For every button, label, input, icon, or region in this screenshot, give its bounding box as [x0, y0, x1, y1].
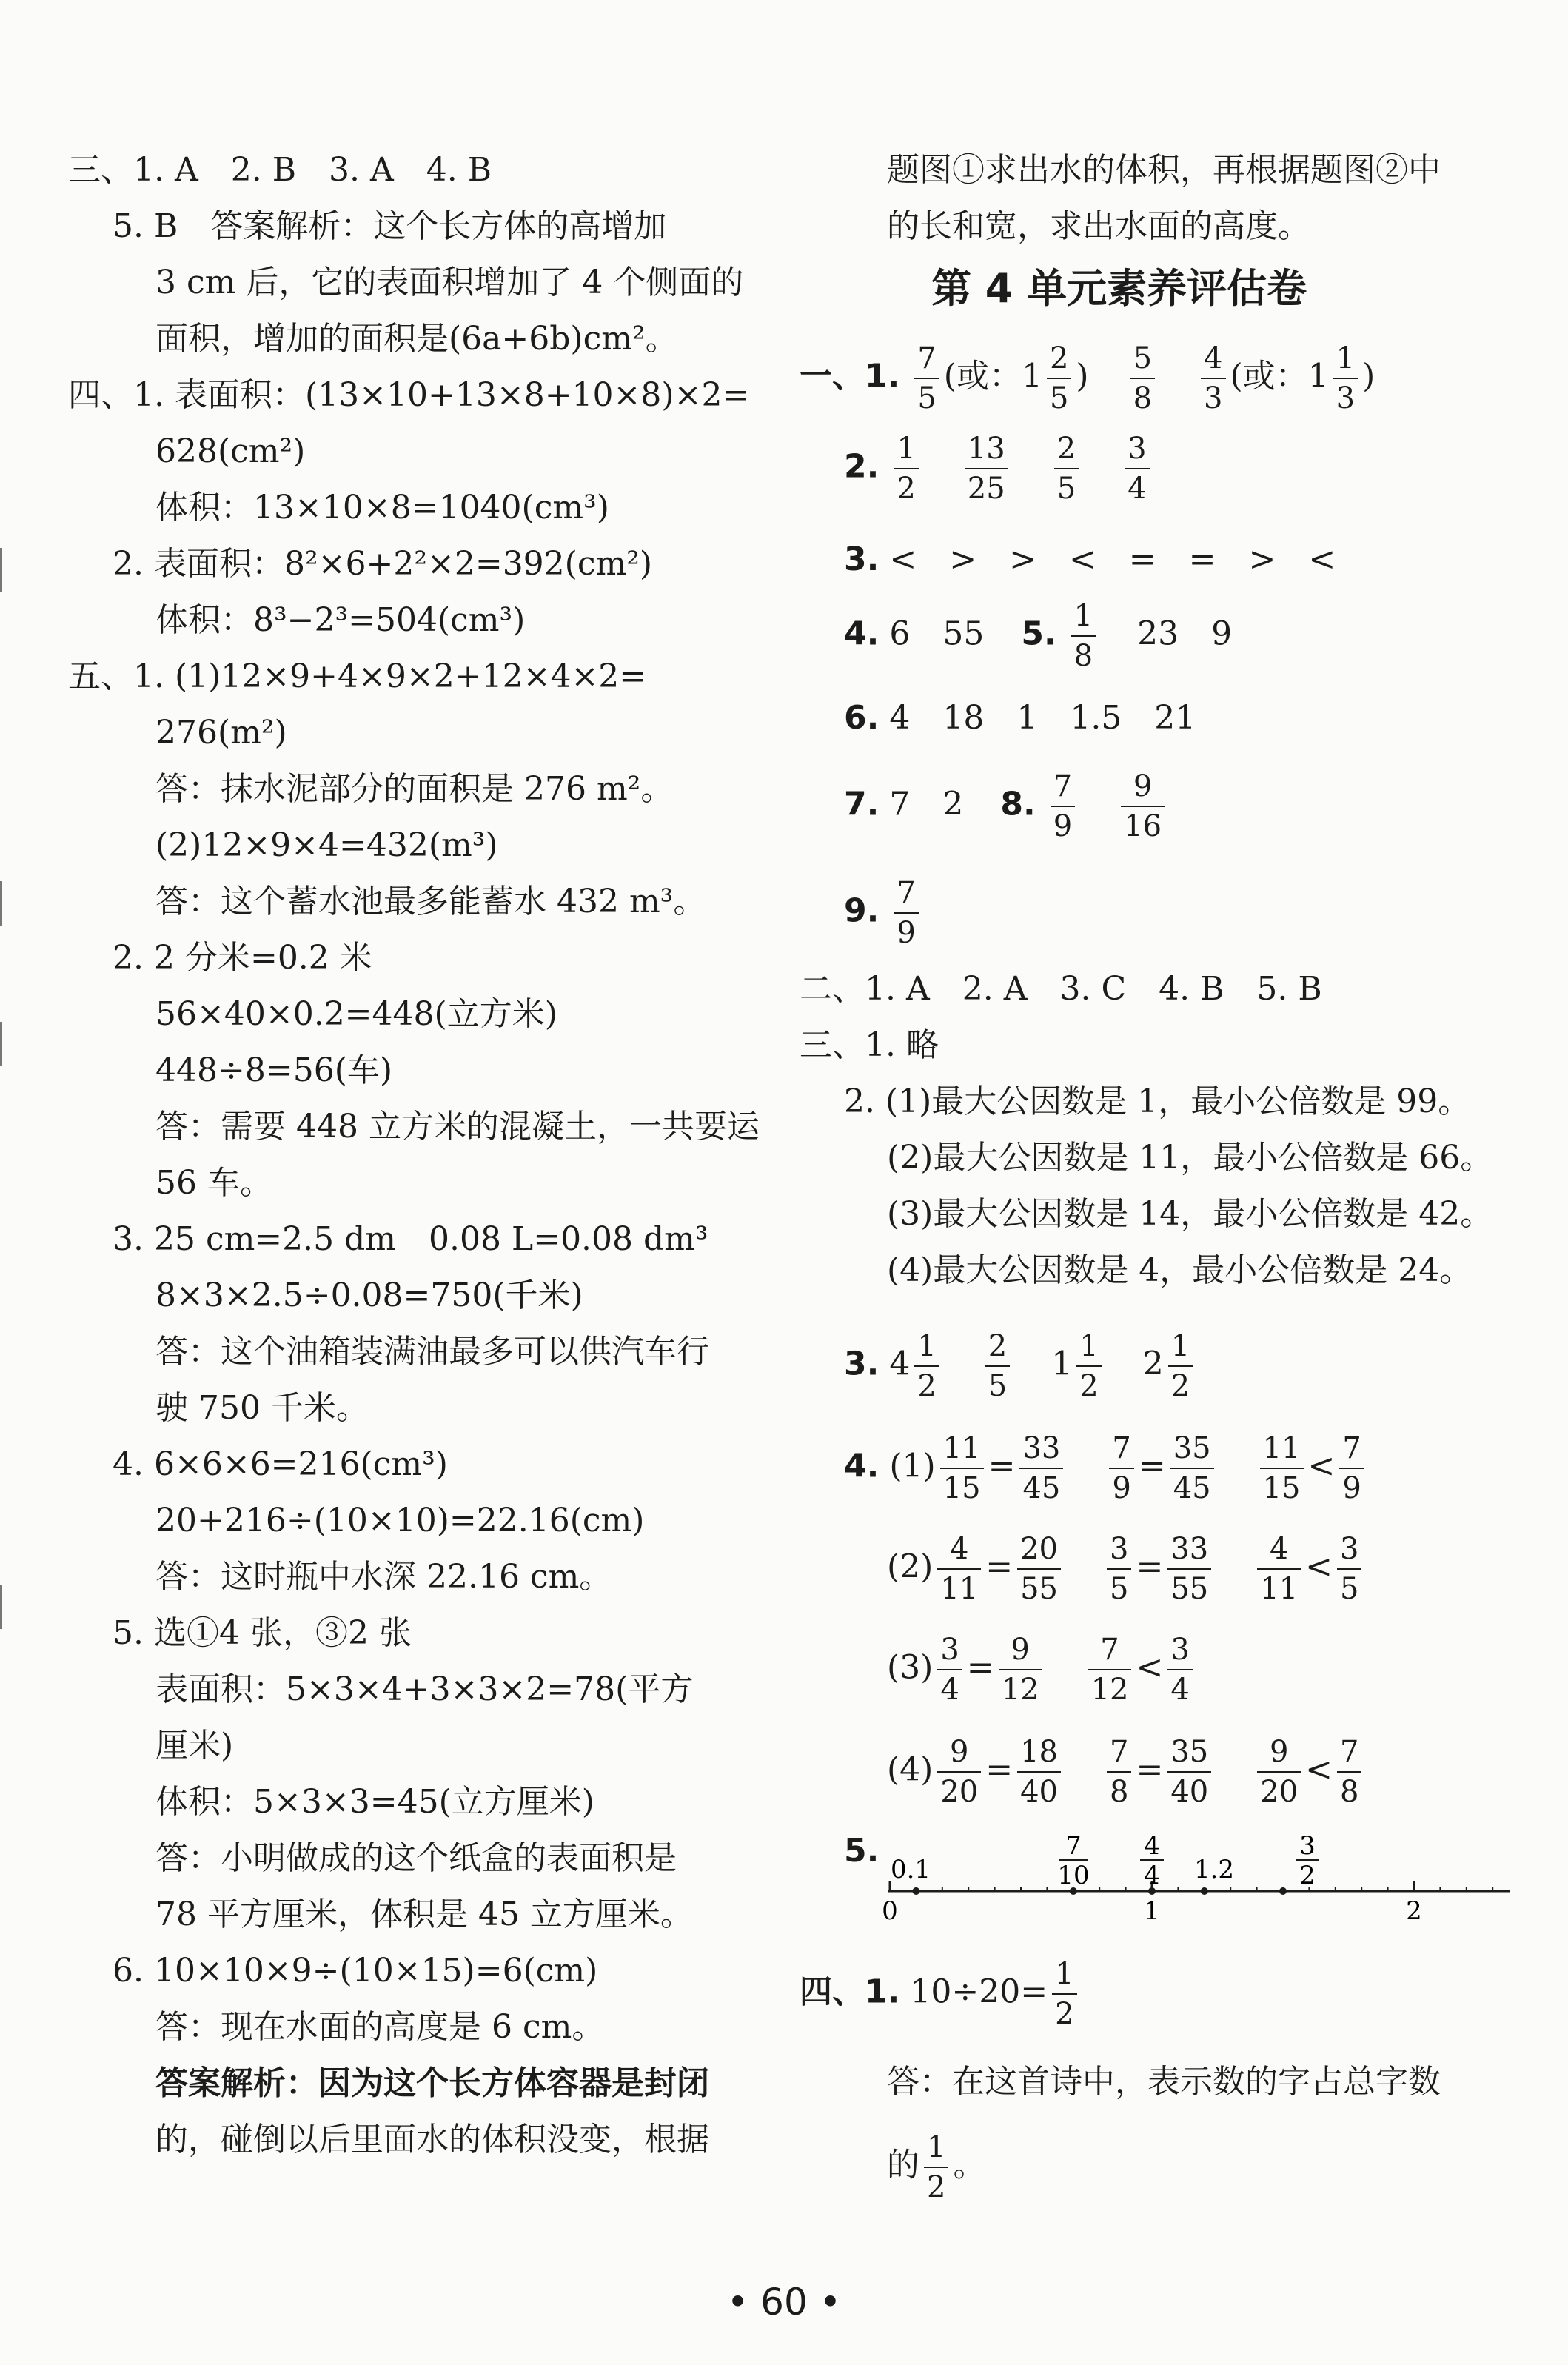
- answer-line: 题图①求出水的体积，再根据题图②中: [887, 151, 1441, 189]
- fraction: $\frac{2}{5}$: [1047, 344, 1071, 413]
- fraction: $\frac{2}{5}$: [985, 1331, 1010, 1401]
- question-label: 5.: [1021, 615, 1056, 653]
- fraction: $\frac{9}{20}$: [937, 1737, 981, 1807]
- number-line-point: [912, 1887, 919, 1895]
- answer-line: 驶 750 千米。: [155, 1389, 369, 1427]
- question-label: 2.: [844, 447, 880, 486]
- section-heading: 第 4 单元素养评估卷: [931, 265, 1307, 312]
- answer-line: [844, 601, 1232, 671]
- fraction: $\frac{4}{11}$: [1257, 1534, 1301, 1604]
- answer-line: [844, 1331, 1197, 1401]
- question-label: 四、1.: [800, 1973, 900, 2011]
- answer-line: 628(cm²): [155, 432, 306, 470]
- answer-line: 答：需要 448 立方米的混凝土，一共要运: [155, 1108, 760, 1145]
- fraction: $\frac{18}{40}$: [1017, 1737, 1061, 1807]
- answer-text: 1: [1051, 1345, 1073, 1383]
- label-4-4-den: 4: [1144, 1861, 1160, 1890]
- tick-label-1: 1: [1144, 1896, 1160, 1926]
- answer-text: (或：1: [1230, 357, 1329, 395]
- answer-line: 8×3×2.5÷0.08=750(千米): [155, 1277, 583, 1314]
- answer-line: 三、1. 略: [800, 1026, 939, 1064]
- fraction: $\frac{2}{5}$: [1054, 434, 1079, 504]
- answer-line: 四、1. 表面积：(13×10+13×8+10×8)×2=: [68, 376, 750, 414]
- number-line-point: [1201, 1887, 1208, 1895]
- fraction: $\frac{1}{2}$: [924, 2132, 948, 2202]
- answer-line: 体积：8³−2³=504(cm³): [155, 601, 526, 639]
- answer-line: 3 cm 后，它的表面积增加了 4 个侧面的: [155, 264, 744, 301]
- margin-mark: [0, 881, 17, 926]
- label-1-2: 1.2: [1193, 1855, 1235, 1884]
- answer-line: 三、1. A 2. B 3. A 4. B: [68, 151, 492, 189]
- fraction: $\frac{11}{15}$: [1260, 1434, 1304, 1503]
- answer-text: < > > < = = > <: [889, 541, 1336, 578]
- answer-line: 五、1. (1)12×9+4×9×2+12×4×2=: [68, 658, 647, 695]
- answer-text: (3): [887, 1648, 934, 1687]
- answer-line: [800, 341, 1376, 415]
- fraction: $\frac{7}{8}$: [1107, 1737, 1131, 1807]
- answer-line: 答案解析：因为这个长方体容器是封闭: [155, 2064, 709, 2102]
- answer-text: (或：1: [943, 357, 1042, 395]
- question-label: 4.: [844, 615, 880, 653]
- answer-line: 6. 10×10×9÷(10×15)=6(cm): [113, 1952, 598, 1990]
- answer-line: 体积：5×3×3=45(立方厘米): [155, 1783, 594, 1821]
- answer-text: (2): [887, 1548, 934, 1586]
- answer-line: (3)最大公因数是 14，最小公倍数是 42。: [887, 1195, 1493, 1233]
- tick-label-0: 0: [882, 1896, 898, 1926]
- label-0-1: 0.1: [890, 1855, 931, 1884]
- question-label: 7.: [844, 785, 880, 823]
- fraction: $\frac{3}{4}$: [1125, 434, 1149, 504]
- margin-mark: [0, 1585, 17, 1629]
- answer-line: (2)12×9×4=432(m³): [155, 826, 498, 864]
- answer-line: 5. 选①4 张，③2 张: [113, 1614, 412, 1652]
- fraction: $\frac{3}{5}$: [1107, 1534, 1131, 1604]
- answer-line: (2) $\frac{4}{11}$ = $\frac{20}{55}$ $\frac{3}{5}$ = $\frac{33}{55}$ $\frac{4}{11}$ < $\frac{3}{5}$: [887, 1534, 1366, 1604]
- answer-line: 276(m²): [155, 714, 287, 752]
- fraction: $\frac{1}{3}$: [1333, 344, 1358, 413]
- margin-mark: [0, 1022, 17, 1066]
- label-7-10-num: 7: [1065, 1831, 1082, 1861]
- fraction: $\frac{5}{8}$: [1130, 344, 1155, 413]
- answer-line: 的长和宽，求出水面的高度。: [887, 207, 1310, 245]
- answer-text: 的: [887, 2146, 919, 2184]
- tick-label-2: 2: [1406, 1896, 1422, 1926]
- answer-text: 23 9: [1137, 615, 1233, 653]
- answer-text: (1): [889, 1447, 936, 1485]
- answer-line: 的 $\frac{1}{2}$ 。: [887, 2130, 986, 2204]
- fraction: $\frac{1}{2}$: [1052, 1959, 1076, 2029]
- answer-line: 2. 2 分米=0.2 米: [113, 939, 372, 977]
- answer-text: 6 55: [889, 615, 985, 653]
- fraction: $\frac{35}{45}$: [1170, 1434, 1214, 1503]
- answer-line: (3) $\frac{3}{4}$ = $\frac{9}{12}$ $\frac{7}{12}$ < $\frac{3}{4}$: [887, 1635, 1197, 1705]
- margin-mark: [0, 548, 17, 592]
- page-number: • 60 •: [726, 2281, 842, 2324]
- answer-line: [800, 1959, 1082, 2029]
- fraction: $\frac{11}{15}$: [940, 1434, 984, 1503]
- question-label: 3.: [844, 541, 880, 578]
- question-label: 一、1.: [800, 357, 900, 395]
- answer-line: 体积：13×10×8=1040(cm³): [155, 489, 609, 526]
- fraction: $\frac{1}{2}$: [1168, 1331, 1193, 1401]
- fraction: $\frac{9}{12}$: [999, 1635, 1042, 1705]
- fraction: $\frac{7}{8}$: [1337, 1737, 1361, 1807]
- answer-line: 78 平方厘米，体积是 45 立方厘米。: [155, 1896, 693, 1933]
- fraction: $\frac{9}{16}$: [1121, 772, 1165, 841]
- answer-text: ): [1362, 357, 1376, 395]
- label-3-2-num: 3: [1299, 1831, 1316, 1861]
- fraction: $\frac{7}{5}$: [914, 344, 939, 413]
- answer-text: ): [1076, 357, 1089, 395]
- question-label: 6.: [844, 699, 880, 737]
- label-7-10-den: 10: [1057, 1861, 1090, 1890]
- answer-line: 4. (1) $\frac{11}{15}$ = $\frac{33}{45}$ $\frac{7}{9}$ = $\frac{35}{45}$ $\frac{11}{15}$ < $\frac{7}{9}$: [844, 1434, 1369, 1503]
- answer-text: 7 2: [889, 785, 964, 823]
- answer-line: 答：这个蓄水池最多能蓄水 432 m³。: [155, 883, 706, 920]
- answer-line: 20+216÷(10×10)=22.16(cm): [155, 1502, 645, 1539]
- fraction: $\frac{1}{2}$: [894, 434, 918, 504]
- fraction: $\frac{1}{2}$: [914, 1331, 939, 1401]
- question-label: 8.: [1000, 785, 1036, 823]
- answer-line: 56 车。: [155, 1164, 272, 1202]
- answer-line: 答：在这首诗中，表示数的字占总字数: [887, 2063, 1441, 2101]
- answer-line: 答：抹水泥部分的面积是 276 m²。: [155, 770, 674, 808]
- answer-line: 答：这时瓶中水深 22.16 cm。: [155, 1558, 612, 1596]
- question-label: 5.: [844, 1832, 880, 1870]
- answer-line: [844, 538, 1336, 582]
- answer-line: 答：小明做成的这个纸盒的表面积是: [155, 1839, 677, 1877]
- fraction: $\frac{9}{20}$: [1257, 1737, 1301, 1807]
- fraction: $\frac{7}{9}$: [1051, 772, 1075, 841]
- fraction: $\frac{20}{55}$: [1017, 1534, 1061, 1604]
- answer-line: [844, 696, 1196, 740]
- answer-line: 4. 6×6×6=216(cm³): [113, 1445, 448, 1483]
- answer-line: (4)最大公因数是 4，最小公倍数是 24。: [887, 1251, 1472, 1289]
- fraction: $\frac{3}{4}$: [1167, 1635, 1192, 1705]
- fraction: $\frac{7}{9}$: [894, 878, 918, 948]
- label-3-2-den: 2: [1299, 1861, 1316, 1890]
- fraction: $\frac{3}{5}$: [1337, 1534, 1361, 1604]
- answer-line: 面积，增加的面积是(6a+6b)cm²。: [155, 320, 678, 358]
- answer-line: 表面积：5×3×4+3×3×2=78(平方: [155, 1670, 694, 1708]
- answer-text: 4 18 1 1.5 21: [889, 699, 1196, 737]
- answer-line: 的，碰倒以后里面水的体积没变，根据: [155, 2121, 709, 2158]
- answer-line: 厘米): [155, 1727, 234, 1764]
- answer-line: 448÷8=56(车): [155, 1051, 393, 1089]
- fraction: $\frac{1}{2}$: [1076, 1331, 1101, 1401]
- answer-line: (4) $\frac{9}{20}$ = $\frac{18}{40}$ $\frac{7}{8}$ = $\frac{35}{40}$ $\frac{9}{20}$ < $\frac{7}{8}$: [887, 1737, 1366, 1807]
- answer-text: 4: [889, 1345, 911, 1383]
- answer-line: [844, 878, 923, 948]
- question-label: 9.: [844, 892, 880, 930]
- fraction: $\frac{1}{8}$: [1071, 601, 1096, 671]
- question-label: 3.: [844, 1345, 880, 1383]
- answer-line: 答：这个油箱装满油最多可以供汽车行: [155, 1333, 709, 1371]
- answer-line: (2)最大公因数是 11，最小公倍数是 66。: [887, 1139, 1493, 1177]
- number-line-point: [1279, 1887, 1287, 1895]
- number-line: [881, 1822, 1518, 1940]
- answer-text: (4): [887, 1750, 934, 1789]
- question-label: 4.: [844, 1447, 880, 1485]
- answer-line: 56×40×0.2=448(立方米): [155, 995, 557, 1033]
- fraction: $\frac{4}{11}$: [937, 1534, 981, 1604]
- fraction: $\frac{7}{9}$: [1109, 1434, 1133, 1503]
- fraction: $\frac{33}{45}$: [1019, 1434, 1063, 1503]
- fraction: $\frac{7}{9}$: [1339, 1434, 1364, 1503]
- fraction: $\frac{7}{12}$: [1088, 1635, 1132, 1705]
- answer-line: 二、1. A 2. A 3. C 4. B 5. B: [800, 970, 1322, 1008]
- answer-line: 2. 表面积：8²×6+2²×2=392(cm²): [113, 545, 653, 583]
- fraction: $\frac{3}{4}$: [937, 1635, 962, 1705]
- answer-line: 2. (1)最大公因数是 1，最小公倍数是 99。: [844, 1083, 1471, 1120]
- label-4-4-num: 4: [1144, 1831, 1160, 1861]
- answer-line: [844, 769, 1169, 843]
- answer-text: 2: [1142, 1345, 1164, 1383]
- answer-line: [844, 434, 1154, 504]
- answer-line: 答：现在水面的高度是 6 cm。: [155, 2008, 605, 2046]
- fraction: $\frac{13}{25}$: [965, 434, 1008, 504]
- answer-line: 5. B 答案解析：这个长方体的高增加: [113, 207, 667, 245]
- fraction: $\frac{33}{55}$: [1167, 1534, 1211, 1604]
- number-line-ticks: [890, 1881, 1492, 1895]
- fraction: $\frac{35}{40}$: [1167, 1737, 1211, 1807]
- answer-line: 3. 25 cm=2.5 dm 0.08 L=0.08 dm³: [113, 1220, 708, 1258]
- answer-text: 10÷20=: [910, 1973, 1048, 2011]
- fraction: $\frac{4}{3}$: [1201, 344, 1225, 413]
